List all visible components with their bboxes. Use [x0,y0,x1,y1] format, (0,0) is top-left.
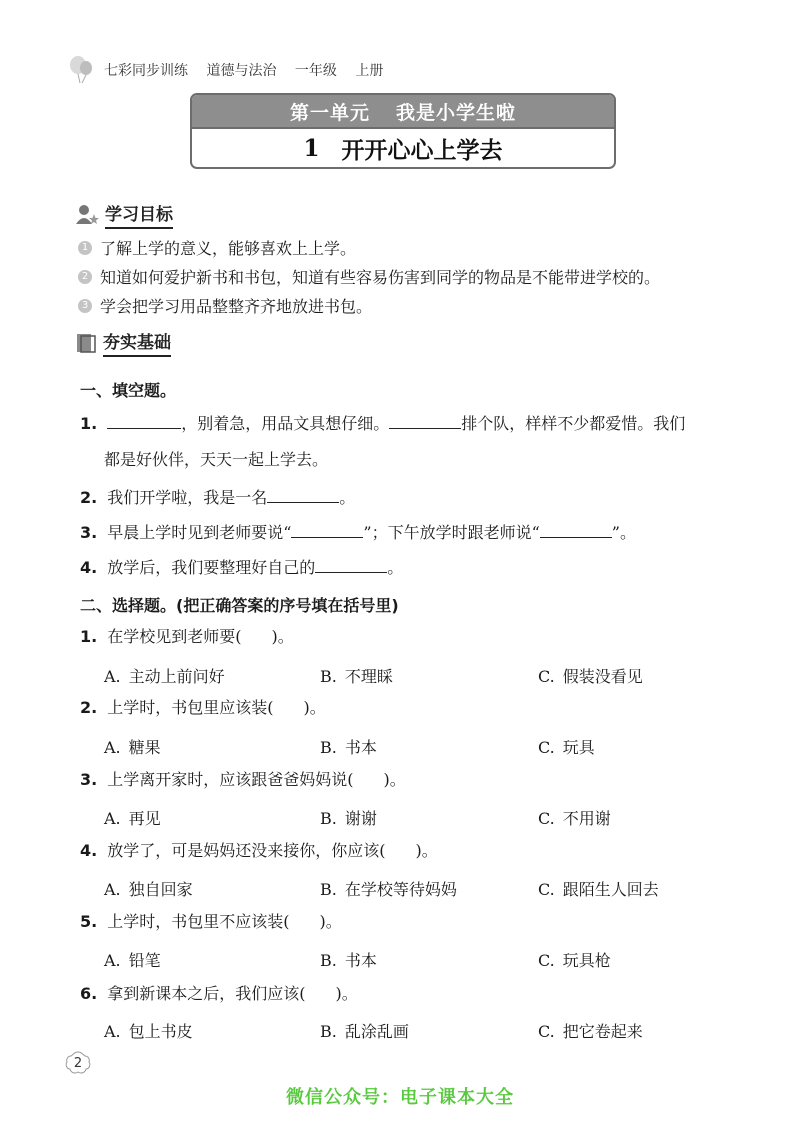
unit-name: 我是小学生啦 [396,101,517,124]
goal-number: 1 [78,241,92,255]
goals-heading [75,200,173,229]
question-number: 1. [80,627,98,646]
goal-item [78,291,758,320]
option-text: 假装没看见 [562,667,643,686]
question-end: )。 [319,912,342,931]
option-a [104,806,161,829]
question-number: 1. [80,414,98,433]
option-text: 不理睬 [344,667,393,686]
option-text: 再见 [128,809,161,828]
option-letter: B. [320,738,337,757]
option-letter: C. [538,809,555,828]
answer-blank[interactable] [267,486,339,503]
option-letter: A. [104,667,121,686]
goal-item [78,233,758,262]
option-b [320,1019,409,1042]
option-text: 玩具枪 [562,951,611,970]
choice-question [80,984,740,1004]
option-letter: C. [538,951,555,970]
option-text: 主动上前问好 [128,667,225,686]
question-stem: 上学时，书包里不应该装( [107,912,290,931]
option-a [104,1019,193,1042]
option-a [104,948,161,971]
watermark-text: 微信公众号：电子课本大全 [286,1087,514,1108]
goal-item [78,262,758,291]
fill-question-3 [80,521,740,543]
goals-heading-label: 学习目标 [105,200,173,229]
question-text: 。 [387,558,404,577]
choice-options [104,1019,704,1039]
answer-blank[interactable] [291,521,363,538]
option-text: 在学校等待妈妈 [344,880,457,899]
option-letter: A. [104,1022,121,1041]
book-series: 七彩同步训练 [104,63,188,79]
goal-text: 学会把学习用品整整齐齐地放进书包。 [100,297,373,316]
answer-blank[interactable] [315,556,387,573]
answer-blank[interactable] [107,412,181,429]
page-number-text: 2 [73,1055,83,1071]
choice-question [80,627,740,647]
option-text: 独自回家 [128,880,193,899]
question-text: ”；下午放学时跟老师说“ [363,523,540,542]
goals-list [78,233,758,320]
option-letter: A. [104,880,121,899]
option-a [104,735,161,758]
fill-blank-section-title: 一、填空题。 [80,381,177,400]
fill-question-1-line2: 都是好伙伴，天天一起上学去。 [104,450,329,469]
choice-section-title: 二、选择题。(把正确答案的序号填在括号里) [80,596,399,615]
option-c [538,735,595,758]
option-b [320,877,457,900]
question-text: 早晨上学时见到老师要说“ [107,523,292,542]
page-number [64,1050,92,1076]
option-b [320,664,393,687]
question-text: 。 [339,488,356,507]
option-letter: C. [538,667,555,686]
question-text: ”。 [611,523,636,542]
option-text: 乱涂乱画 [344,1022,409,1041]
unit-banner [192,95,614,129]
unit-label: 第一单元 [289,101,370,124]
question-stem: 上学离开家时，应该跟爸爸妈妈说( [107,770,354,789]
option-b [320,735,377,758]
question-stem: 拿到新课本之后，我们应该( [107,984,306,1003]
student-star-icon [75,204,99,226]
fill-question-1 [80,412,740,434]
choice-options [104,664,704,684]
option-c [538,948,611,971]
question-number: 2. [80,488,98,507]
lesson-title-box [190,93,616,169]
question-end: )。 [383,770,406,789]
subject: 道德与法治 [206,63,277,79]
lesson-name: 开开心心上学去 [341,136,503,164]
option-letter: C. [538,1022,555,1041]
option-letter: A. [104,809,121,828]
option-b [320,948,377,971]
option-text: 书本 [344,951,377,970]
choice-options [104,735,704,755]
question-number: 3. [80,523,98,542]
question-text: ，别着急，用品文具想仔细。 [181,414,390,433]
question-end: )。 [303,698,326,717]
question-text: 放学后，我们要整理好自己的 [107,558,316,577]
option-a [104,877,193,900]
option-text: 包上书皮 [128,1022,193,1041]
option-text: 铅笔 [128,951,161,970]
option-letter: B. [320,951,337,970]
answer-blank[interactable] [389,412,461,429]
answer-blank[interactable] [540,521,612,538]
question-number: 2. [80,698,98,717]
choice-question [80,770,740,790]
option-text: 玩具 [562,738,595,757]
question-end: )。 [335,984,358,1003]
goal-text: 了解上学的意义，能够喜欢上上学。 [100,239,357,258]
question-stem: 放学了，可是妈妈还没来接你，你应该( [107,841,386,860]
running-header [68,52,397,88]
choice-options [104,877,704,897]
book-icon [75,332,97,354]
question-number: 4. [80,841,98,860]
option-text: 糖果 [128,738,161,757]
option-c [538,877,659,900]
choice-question [80,912,740,932]
option-c [538,806,611,829]
choice-options [104,948,704,968]
goal-text: 知道如何爱护新书和书包，知道有些容易伤害到同学的物品是不能带进学校的。 [100,268,661,287]
option-letter: B. [320,809,337,828]
question-number: 6. [80,984,98,1003]
fill-question-2 [80,486,740,508]
option-letter: C. [538,880,555,899]
grade: 一年级 [294,63,337,79]
question-text: 我们开学啦，我是一名 [107,488,268,507]
lesson-number: 1 [303,134,320,162]
question-end: )。 [271,627,294,646]
goal-number: 3 [78,299,92,313]
question-end: )。 [415,841,438,860]
question-stem: 在学校见到老师要( [107,627,242,646]
option-letter: A. [104,738,121,757]
option-text: 谢谢 [344,809,377,828]
question-text: 排个队，样样不少都爱惜。我们 [461,414,686,433]
option-text: 不用谢 [562,809,611,828]
option-letter: B. [320,1022,337,1041]
balloon-icon [68,55,94,85]
goal-number: 2 [78,270,92,284]
question-number: 4. [80,558,98,577]
option-a [104,664,225,687]
question-number: 3. [80,770,98,789]
choice-question [80,698,740,718]
question-stem: 上学时，书包里应该装( [107,698,274,717]
basics-heading [75,328,171,357]
fill-question-4 [80,556,740,578]
option-b [320,806,377,829]
option-c [538,1019,643,1042]
option-text: 书本 [344,738,377,757]
option-text: 把它卷起来 [562,1022,643,1041]
basics-heading-label: 夯实基础 [103,328,171,357]
option-letter: B. [320,880,337,899]
option-letter: B. [320,667,337,686]
volume: 上册 [355,63,384,79]
option-c [538,664,643,687]
choice-question [80,841,740,861]
option-letter: C. [538,738,555,757]
option-letter: A. [104,951,121,970]
question-number: 5. [80,912,98,931]
lesson-title [192,129,614,167]
option-text: 跟陌生人回去 [562,880,659,899]
choice-options [104,806,704,826]
